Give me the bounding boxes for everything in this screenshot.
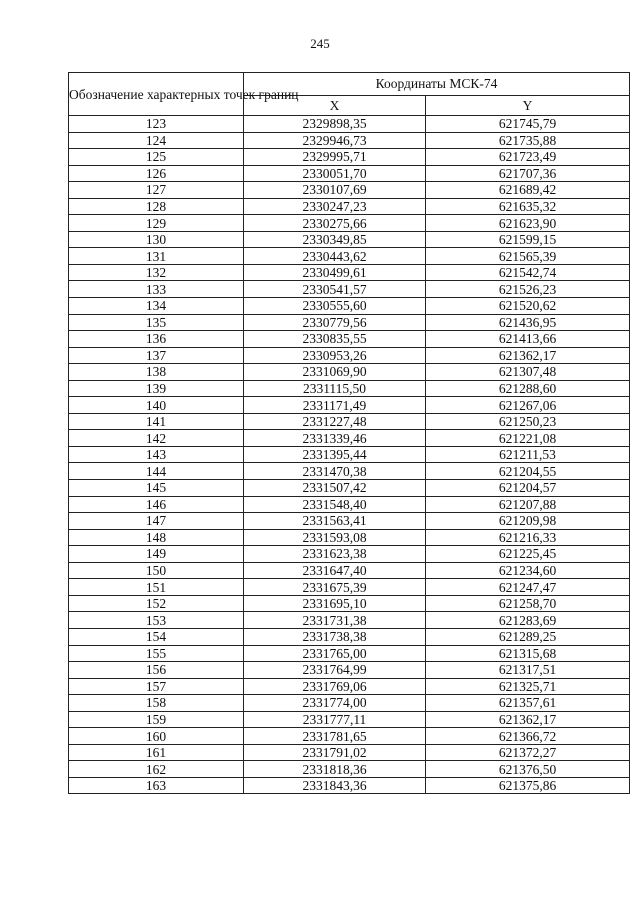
- x-coordinate-cell: 2331227,48: [244, 413, 426, 430]
- y-coordinate-cell: 621366,72: [426, 728, 630, 745]
- y-coordinate-cell: 621209,98: [426, 513, 630, 530]
- table-row: [69, 463, 630, 480]
- header-y: Y: [426, 96, 630, 116]
- x-coordinate-cell: 2331548,40: [244, 496, 426, 513]
- y-coordinate-cell: 621413,66: [426, 331, 630, 348]
- point-cell: 130: [69, 231, 244, 248]
- y-coordinate-cell: 621357,61: [426, 695, 630, 712]
- y-coordinate-cell: 621221,08: [426, 430, 630, 447]
- point-cell: 129: [69, 215, 244, 232]
- point-cell: 160: [69, 728, 244, 745]
- y-coordinate-cell: 621317,51: [426, 662, 630, 679]
- x-coordinate-cell: 2331781,65: [244, 728, 426, 745]
- y-coordinate-cell: 621288,60: [426, 380, 630, 397]
- x-coordinate-cell: 2330779,56: [244, 314, 426, 331]
- table-row: [69, 248, 630, 265]
- point-cell: 136: [69, 331, 244, 348]
- table-row: [69, 612, 630, 629]
- y-coordinate-cell: 621325,71: [426, 678, 630, 695]
- y-coordinate-cell: 621247,47: [426, 579, 630, 596]
- y-coordinate-cell: 621436,95: [426, 314, 630, 331]
- table-row: [69, 446, 630, 463]
- x-coordinate-cell: 2330349,85: [244, 231, 426, 248]
- x-coordinate-cell: 2331764,99: [244, 662, 426, 679]
- point-cell: 152: [69, 595, 244, 612]
- y-coordinate-cell: 621283,69: [426, 612, 630, 629]
- point-cell: 145: [69, 480, 244, 497]
- y-coordinate-cell: 621723,49: [426, 149, 630, 166]
- table-row: [69, 314, 630, 331]
- point-cell: 126: [69, 165, 244, 182]
- y-coordinate-cell: 621689,42: [426, 182, 630, 199]
- x-coordinate-cell: 2330275,66: [244, 215, 426, 232]
- x-coordinate-cell: 2331738,38: [244, 628, 426, 645]
- point-cell: 142: [69, 430, 244, 447]
- table-row: [69, 281, 630, 298]
- point-cell: 135: [69, 314, 244, 331]
- x-coordinate-cell: 2331695,10: [244, 595, 426, 612]
- coordinates-table: [68, 72, 630, 794]
- table-header: [69, 73, 630, 116]
- x-coordinate-cell: 2330247,23: [244, 198, 426, 215]
- table-row: [69, 132, 630, 149]
- table-row: [69, 198, 630, 215]
- x-coordinate-cell: 2330835,55: [244, 331, 426, 348]
- point-cell: 155: [69, 645, 244, 662]
- table-row: [69, 529, 630, 546]
- point-cell: 141: [69, 413, 244, 430]
- table-row: [69, 116, 630, 133]
- x-coordinate-cell: 2330541,57: [244, 281, 426, 298]
- point-cell: 153: [69, 612, 244, 629]
- table-row: [69, 182, 630, 199]
- table-row: [69, 744, 630, 761]
- point-cell: 149: [69, 546, 244, 563]
- table-row: [69, 662, 630, 679]
- table-row: [69, 562, 630, 579]
- y-coordinate-cell: 621204,57: [426, 480, 630, 497]
- x-coordinate-cell: 2331777,11: [244, 711, 426, 728]
- x-coordinate-cell: 2331843,36: [244, 777, 426, 794]
- x-coordinate-cell: 2331769,06: [244, 678, 426, 695]
- x-coordinate-cell: 2330107,69: [244, 182, 426, 199]
- x-coordinate-cell: 2331339,46: [244, 430, 426, 447]
- x-coordinate-cell: 2331470,38: [244, 463, 426, 480]
- table-row: [69, 595, 630, 612]
- y-coordinate-cell: 621372,27: [426, 744, 630, 761]
- x-coordinate-cell: 2331115,50: [244, 380, 426, 397]
- point-cell: 159: [69, 711, 244, 728]
- y-coordinate-cell: 621315,68: [426, 645, 630, 662]
- header-point-label: Обозначение характерных точек границ: [69, 73, 244, 116]
- y-coordinate-cell: 621362,17: [426, 711, 630, 728]
- table-row: [69, 761, 630, 778]
- table-row: [69, 728, 630, 745]
- y-coordinate-cell: 621635,32: [426, 198, 630, 215]
- point-cell: 157: [69, 678, 244, 695]
- x-coordinate-cell: 2330051,70: [244, 165, 426, 182]
- point-cell: 148: [69, 529, 244, 546]
- y-coordinate-cell: 621207,88: [426, 496, 630, 513]
- point-cell: 133: [69, 281, 244, 298]
- point-cell: 125: [69, 149, 244, 166]
- table-row: [69, 678, 630, 695]
- table-row: [69, 165, 630, 182]
- point-cell: 138: [69, 364, 244, 381]
- point-cell: 158: [69, 695, 244, 712]
- y-coordinate-cell: 621599,15: [426, 231, 630, 248]
- header-x: X: [244, 96, 426, 116]
- y-coordinate-cell: 621225,45: [426, 546, 630, 563]
- y-coordinate-cell: 621258,70: [426, 595, 630, 612]
- table-row: [69, 215, 630, 232]
- x-coordinate-cell: 2331623,38: [244, 546, 426, 563]
- point-cell: 132: [69, 264, 244, 281]
- table-row: [69, 546, 630, 563]
- y-coordinate-cell: 621211,53: [426, 446, 630, 463]
- y-coordinate-cell: 621267,06: [426, 397, 630, 414]
- point-cell: 144: [69, 463, 244, 480]
- table-row: [69, 645, 630, 662]
- point-cell: 140: [69, 397, 244, 414]
- y-coordinate-cell: 621542,74: [426, 264, 630, 281]
- table-row: [69, 380, 630, 397]
- x-coordinate-cell: 2331765,00: [244, 645, 426, 662]
- y-coordinate-cell: 621565,39: [426, 248, 630, 265]
- y-coordinate-cell: 621234,60: [426, 562, 630, 579]
- table-row: [69, 711, 630, 728]
- y-coordinate-cell: 621289,25: [426, 628, 630, 645]
- table-row: [69, 628, 630, 645]
- point-cell: 154: [69, 628, 244, 645]
- point-cell: 124: [69, 132, 244, 149]
- y-coordinate-cell: 621307,48: [426, 364, 630, 381]
- x-coordinate-cell: 2330499,61: [244, 264, 426, 281]
- point-cell: 131: [69, 248, 244, 265]
- table-row: [69, 149, 630, 166]
- y-coordinate-cell: 621204,55: [426, 463, 630, 480]
- point-cell: 151: [69, 579, 244, 596]
- table-row: [69, 695, 630, 712]
- table-row: [69, 413, 630, 430]
- point-cell: 137: [69, 347, 244, 364]
- x-coordinate-cell: 2331731,38: [244, 612, 426, 629]
- x-coordinate-cell: 2331069,90: [244, 364, 426, 381]
- x-coordinate-cell: 2331675,39: [244, 579, 426, 596]
- point-cell: 156: [69, 662, 244, 679]
- y-coordinate-cell: 621735,88: [426, 132, 630, 149]
- point-cell: 162: [69, 761, 244, 778]
- x-coordinate-cell: 2331647,40: [244, 562, 426, 579]
- table-row: [69, 264, 630, 281]
- x-coordinate-cell: 2331563,41: [244, 513, 426, 530]
- table-row: [69, 430, 630, 447]
- point-cell: 150: [69, 562, 244, 579]
- point-cell: 123: [69, 116, 244, 133]
- point-cell: 163: [69, 777, 244, 794]
- table-row: [69, 579, 630, 596]
- y-coordinate-cell: 621375,86: [426, 777, 630, 794]
- y-coordinate-cell: 621526,23: [426, 281, 630, 298]
- point-cell: 128: [69, 198, 244, 215]
- x-coordinate-cell: 2329995,71: [244, 149, 426, 166]
- x-coordinate-cell: 2331507,42: [244, 480, 426, 497]
- y-coordinate-cell: 621623,90: [426, 215, 630, 232]
- table-row: [69, 331, 630, 348]
- x-coordinate-cell: 2330555,60: [244, 298, 426, 315]
- point-cell: 127: [69, 182, 244, 199]
- point-cell: 139: [69, 380, 244, 397]
- table-row: [69, 496, 630, 513]
- table-row: [69, 347, 630, 364]
- table-row: [69, 480, 630, 497]
- y-coordinate-cell: 621520,62: [426, 298, 630, 315]
- x-coordinate-cell: 2331593,08: [244, 529, 426, 546]
- y-coordinate-cell: 621216,33: [426, 529, 630, 546]
- x-coordinate-cell: 2330953,26: [244, 347, 426, 364]
- page-number: 245: [310, 36, 330, 51]
- point-cell: 146: [69, 496, 244, 513]
- x-coordinate-cell: 2331818,36: [244, 761, 426, 778]
- x-coordinate-cell: 2331171,49: [244, 397, 426, 414]
- point-cell: 161: [69, 744, 244, 761]
- y-coordinate-cell: 621745,79: [426, 116, 630, 133]
- y-coordinate-cell: 621707,36: [426, 165, 630, 182]
- point-cell: 147: [69, 513, 244, 530]
- x-coordinate-cell: 2329898,35: [244, 116, 426, 133]
- x-coordinate-cell: 2329946,73: [244, 132, 426, 149]
- x-coordinate-cell: 2331774,00: [244, 695, 426, 712]
- x-coordinate-cell: 2331395,44: [244, 446, 426, 463]
- header-coordinates: Координаты МСК-74: [244, 73, 630, 96]
- table-row: [69, 513, 630, 530]
- x-coordinate-cell: 2331791,02: [244, 744, 426, 761]
- table-row: [69, 231, 630, 248]
- table-row: [69, 364, 630, 381]
- x-coordinate-cell: 2330443,62: [244, 248, 426, 265]
- point-cell: 143: [69, 446, 244, 463]
- table-row: [69, 298, 630, 315]
- table-row: [69, 397, 630, 414]
- table-body: [69, 116, 630, 794]
- table-row: [69, 777, 630, 794]
- y-coordinate-cell: 621362,17: [426, 347, 630, 364]
- y-coordinate-cell: 621250,23: [426, 413, 630, 430]
- y-coordinate-cell: 621376,50: [426, 761, 630, 778]
- point-cell: 134: [69, 298, 244, 315]
